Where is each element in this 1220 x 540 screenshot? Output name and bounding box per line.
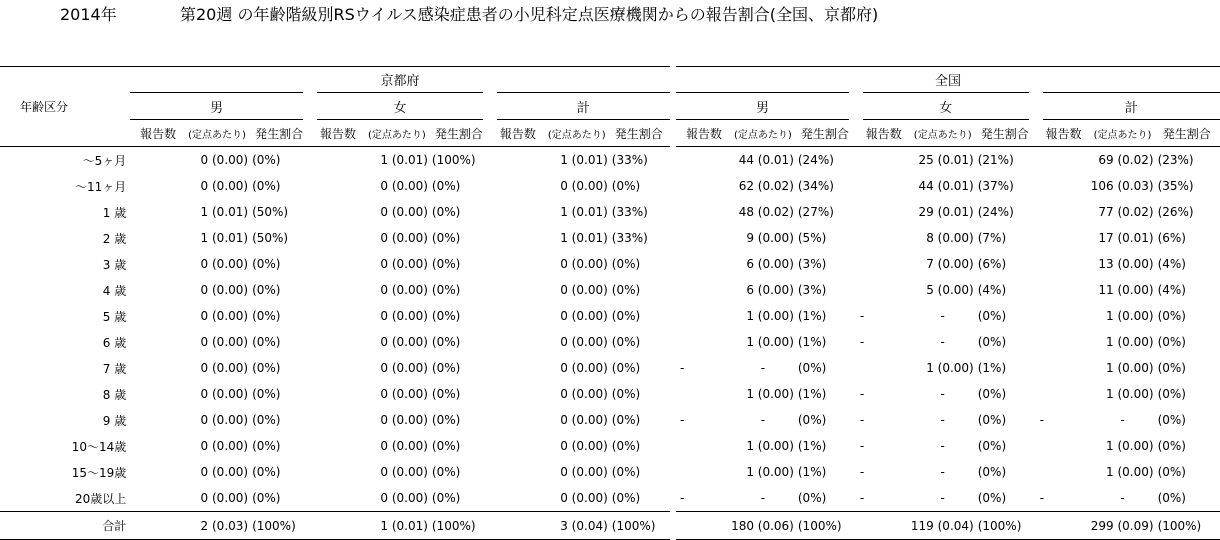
count-header: 報告数 [130,120,186,147]
count-cell: 0 (0.00) [560,309,608,323]
dash-mark: - [940,309,945,323]
ratio-cell: (0%) [252,153,281,167]
count-cell: 3 (0.04) [490,512,608,540]
ratio-cell: (50%) [252,205,289,219]
total-row [0,512,1220,540]
dash-mark: - [760,413,766,427]
count-cell: 5 (0.00) [926,283,974,297]
ratio-cell: (6%) [977,257,1007,271]
ratio-cell: (0%) [252,361,281,375]
count-cell: 0 (0.00) [200,153,249,167]
ratio-cell: (1%) [797,387,827,401]
dash-mark: - [1120,413,1125,427]
report-title-bar [0,0,1220,30]
count-cell: 0 (0.00) [380,465,428,479]
ratio-header: 発生割合 [974,120,1036,147]
count-header: 報告数 [310,120,366,147]
count-cell: 299 (0.09) [1036,512,1154,540]
dash-mark: - [940,439,945,453]
count-cell: 0 (0.00) [200,361,249,375]
age-cell: 1 歳 [102,205,127,220]
count-cell: 0 (0.00) [560,179,608,193]
ratio-cell: (0%) [431,309,461,323]
count-cell: 6 (0.00) [746,283,794,297]
count-cell: 1 (0.00) [1106,309,1154,323]
age-cell: 3 歳 [102,257,127,272]
count-cell: 1 (0.00) [746,335,794,349]
ratio-cell: (0%) [611,413,641,427]
ratio-cell: (100%) [428,512,490,540]
ratio-cell: (24%) [797,153,834,167]
ratio-cell: (24%) [977,205,1014,219]
ratio-cell: (0%) [977,309,1007,323]
count-cell: 1 (0.00) [1106,439,1154,453]
count-cell: 29 (0.01) [918,205,974,219]
dash-mark: - [859,335,865,349]
count-cell: 0 (0.00) [560,361,608,375]
dash-mark: - [940,335,945,349]
count-cell: 0 (0.00) [380,179,428,193]
ratio-cell: (0%) [1157,465,1186,479]
count-cell: 62 (0.02) [738,179,794,193]
dash-mark: - [680,361,685,375]
count-cell: 0 (0.00) [380,231,428,245]
dash-mark: - [940,465,945,479]
count-cell: 0 (0.00) [380,361,428,375]
count-cell: 0 (0.00) [200,335,249,349]
count-cell: 1 (0.01) [560,153,608,167]
ratio-header: 発生割合 [248,120,310,147]
ratio-cell: (1%) [797,335,827,349]
ratio-cell: (100%) [431,153,476,167]
ratio-cell: (0%) [431,205,461,219]
dash-mark: - [859,439,865,453]
ratio-cell: (100%) [608,512,670,540]
rsv-age-ratio-table [0,66,1220,540]
per-site-header: (定点あたり) [186,120,248,147]
count-cell: 0 (0.00) [380,491,428,505]
dash-mark: - [859,465,865,479]
ratio-cell: (100%) [248,512,310,540]
ratio-cell: (0%) [611,179,641,193]
count-cell: 0 (0.00) [380,309,428,323]
count-cell: 1 (0.00) [746,465,794,479]
dash-mark: - [859,387,865,401]
ratio-cell: (0%) [611,387,641,401]
ratio-cell: (50%) [252,231,289,245]
table-row [0,277,1220,303]
ratio-cell: (0%) [611,335,641,349]
count-cell: 6 (0.00) [746,257,794,271]
per-site-header: (定点あたり) [1092,120,1154,147]
dash-mark: - [859,413,865,427]
ratio-cell: (0%) [252,439,281,453]
ratio-cell: (0%) [797,413,827,427]
count-cell: 0 (0.00) [560,413,608,427]
count-cell: 1 (0.00) [1106,465,1154,479]
count-cell: 0 (0.00) [200,413,249,427]
table-body [0,147,1220,540]
age-column-header: 年齢区分 [0,67,130,147]
ratio-cell: (0%) [1157,361,1186,375]
report-title: 第20週 の年齢階級別RSウイルス感染症患者の小児科定点医療機関からの報告割合(全国、京都府) [180,5,879,24]
table-row [0,147,1220,174]
count-cell: 0 (0.00) [380,283,428,297]
ratio-cell: (0%) [252,413,281,427]
header-row-sex [0,93,1220,120]
ratio-cell: (0%) [977,491,1007,505]
count-cell: 0 (0.00) [200,309,249,323]
ratio-cell: (0%) [252,283,281,297]
dash-mark: - [940,491,945,505]
ratio-header: 発生割合 [428,120,490,147]
dash-mark: - [940,387,945,401]
ratio-cell: (1%) [797,465,827,479]
ratio-cell: (0%) [431,439,461,453]
count-cell: 0 (0.00) [560,439,608,453]
region-header-japan: 全国 [676,67,1220,93]
table-row [0,199,1220,225]
ratio-cell: (21%) [977,153,1014,167]
count-cell: 0 (0.00) [560,465,608,479]
table-row [0,355,1220,381]
per-site-header: (定点あたり) [912,120,974,147]
sex-header-kyoto-1: 女 [310,93,490,120]
count-cell: 0 (0.00) [200,439,249,453]
count-cell: 48 (0.02) [738,205,794,219]
count-cell: 1 (0.01) [560,231,608,245]
ratio-cell: (0%) [431,231,461,245]
per-site-header: (定点あたり) [546,120,608,147]
count-cell: 1 (0.01) [200,205,249,219]
dash-mark: - [859,309,865,323]
count-cell: 1 (0.01) [380,153,428,167]
dash-mark: - [859,491,865,505]
count-cell: 13 (0.00) [1098,257,1154,271]
sex-header-kyoto-0: 男 [130,93,310,120]
header-row-region [0,67,1220,93]
ratio-cell: (0%) [431,361,461,375]
ratio-cell: (0%) [431,283,461,297]
ratio-cell: (0%) [611,465,641,479]
ratio-cell: (0%) [977,387,1007,401]
ratio-cell: (7%) [977,231,1007,245]
ratio-cell: (0%) [252,491,281,505]
ratio-cell: (0%) [611,361,641,375]
dash-mark: - [680,491,685,505]
ratio-cell: (0%) [1157,491,1186,505]
dash-mark: - [1039,491,1045,505]
table-row [0,459,1220,485]
dash-mark: - [1039,413,1045,427]
ratio-cell: (5%) [797,231,827,245]
ratio-cell: (100%) [974,512,1036,540]
ratio-cell: (0%) [252,465,281,479]
ratio-cell: (0%) [252,309,281,323]
ratio-cell: (0%) [611,491,641,505]
ratio-cell: (0%) [611,283,641,297]
ratio-cell: (1%) [977,361,1007,375]
ratio-cell: (26%) [1157,205,1194,219]
sex-header-japan-0: 男 [676,93,856,120]
ratio-cell: (4%) [977,283,1007,297]
age-cell: 9 歳 [102,413,127,428]
age-cell: 20歳以上 [74,491,127,506]
count-cell: 1 (0.01) [560,205,608,219]
count-cell: 25 (0.01) [918,153,974,167]
dash-mark: - [760,361,766,375]
age-cell: 2 歳 [102,231,127,246]
count-cell: 44 (0.01) [738,153,794,167]
age-cell: 6 歳 [102,335,127,350]
count-cell: 69 (0.02) [1098,153,1154,167]
count-cell: 0 (0.00) [200,387,249,401]
count-cell: 44 (0.01) [918,179,974,193]
per-site-header: (定点あたり) [732,120,794,147]
count-cell: 0 (0.00) [560,387,608,401]
age-cell: ～5ヶ月 [82,153,127,168]
ratio-cell: (0%) [611,257,641,271]
ratio-cell: (100%) [794,512,856,540]
ratio-cell: (0%) [252,179,281,193]
count-cell: 1 (0.00) [1106,387,1154,401]
table-row [0,485,1220,512]
count-cell: 1 (0.00) [1106,335,1154,349]
count-cell: 0 (0.00) [200,179,249,193]
ratio-cell: (6%) [1157,231,1186,245]
ratio-cell: (3%) [797,257,827,271]
count-cell: 1 (0.00) [746,309,794,323]
age-cell: ～11ヶ月 [74,179,127,194]
count-cell: 0 (0.00) [200,491,249,505]
dash-mark: - [760,491,766,505]
age-cell: 8 歳 [102,387,127,402]
ratio-cell: (0%) [977,413,1007,427]
count-header: 報告数 [490,120,546,147]
dash-mark: - [940,413,945,427]
ratio-cell: (0%) [977,335,1007,349]
ratio-cell: (0%) [252,257,281,271]
count-cell: 1 (0.00) [746,387,794,401]
ratio-cell: (0%) [431,257,461,271]
ratio-cell: (0%) [431,413,461,427]
ratio-header: 発生割合 [794,120,856,147]
table-row [0,225,1220,251]
count-cell: 106 (0.03) [1090,179,1154,193]
count-cell: 1 (0.00) [746,439,794,453]
table-row [0,381,1220,407]
ratio-cell: (0%) [977,439,1007,453]
report-year: 2014年 [60,5,117,24]
count-cell: 1 (0.01) [310,512,428,540]
count-cell: 0 (0.00) [200,257,249,271]
count-cell: 0 (0.00) [200,465,249,479]
table-row [0,303,1220,329]
dash-mark: - [680,413,685,427]
ratio-cell: (3%) [797,283,827,297]
count-cell: 0 (0.00) [560,491,608,505]
ratio-cell: (100%) [1154,512,1220,540]
sex-header-japan-1: 女 [856,93,1036,120]
table-row [0,329,1220,355]
count-header: 報告数 [856,120,912,147]
ratio-cell: (0%) [1157,387,1186,401]
region-header-kyoto: 京都府 [130,67,670,93]
age-cell: 15～19歳 [71,465,127,480]
ratio-cell: (0%) [797,491,827,505]
age-cell: 4 歳 [102,283,127,298]
ratio-cell: (0%) [797,361,827,375]
count-cell: 0 (0.00) [380,335,428,349]
count-cell: 0 (0.00) [560,283,608,297]
count-cell: 77 (0.02) [1098,205,1154,219]
table-header [0,67,1220,147]
ratio-cell: (37%) [977,179,1014,193]
count-cell: 17 (0.01) [1098,231,1154,245]
count-cell: 9 (0.00) [746,231,794,245]
count-cell: 11 (0.00) [1098,283,1154,297]
total-label: 合計 [0,512,130,540]
count-cell: 0 (0.00) [380,413,428,427]
ratio-cell: (23%) [1157,153,1194,167]
count-header: 報告数 [1036,120,1092,147]
age-cell: 7 歳 [102,361,127,376]
ratio-cell: (0%) [611,309,641,323]
count-cell: 1 (0.01) [200,231,249,245]
ratio-cell: (0%) [1157,413,1186,427]
count-cell: 7 (0.00) [926,257,974,271]
ratio-header: 発生割合 [608,120,670,147]
ratio-cell: (27%) [797,205,834,219]
count-cell: 180 (0.06) [676,512,794,540]
ratio-cell: (4%) [1157,283,1186,297]
age-cell: 5 歳 [102,309,127,324]
ratio-cell: (33%) [611,153,648,167]
ratio-cell: (0%) [1157,335,1186,349]
table-row [0,251,1220,277]
ratio-cell: (1%) [797,309,827,323]
count-cell: 0 (0.00) [380,387,428,401]
ratio-cell: (0%) [252,335,281,349]
ratio-cell: (0%) [431,465,461,479]
ratio-cell: (1%) [797,439,827,453]
ratio-cell: (33%) [611,205,648,219]
ratio-cell: (0%) [1157,439,1186,453]
count-cell: 0 (0.00) [560,335,608,349]
per-site-header: (定点あたり) [366,120,428,147]
count-cell: 8 (0.00) [926,231,974,245]
ratio-cell: (35%) [1157,179,1194,193]
table-row [0,173,1220,199]
ratio-cell: (0%) [252,387,281,401]
ratio-cell: (33%) [611,231,648,245]
ratio-cell: (0%) [431,387,461,401]
table-row [0,407,1220,433]
ratio-cell: (0%) [611,439,641,453]
age-cell: 10～14歳 [71,439,127,454]
ratio-cell: (0%) [1157,309,1186,323]
count-cell: 0 (0.00) [380,439,428,453]
count-cell: 0 (0.00) [380,257,428,271]
count-cell: 2 (0.03) [130,512,248,540]
count-header: 報告数 [676,120,732,147]
ratio-header: 発生割合 [1154,120,1220,147]
ratio-cell: (34%) [797,179,834,193]
count-cell: 1 (0.00) [1106,361,1154,375]
ratio-cell: (4%) [1157,257,1186,271]
count-cell: 0 (0.00) [200,283,249,297]
ratio-cell: (0%) [431,179,461,193]
ratio-cell: (0%) [431,335,461,349]
count-cell: 0 (0.00) [380,205,428,219]
dash-mark: - [1120,491,1125,505]
ratio-cell: (0%) [977,465,1007,479]
table-row [0,433,1220,459]
ratio-cell: (0%) [431,491,461,505]
sex-header-kyoto-2: 計 [490,93,670,120]
sex-header-japan-2: 計 [1036,93,1220,120]
count-cell: 0 (0.00) [560,257,608,271]
header-row-sub [0,120,1220,147]
count-cell: 119 (0.04) [856,512,974,540]
count-cell: 1 (0.00) [926,361,974,375]
